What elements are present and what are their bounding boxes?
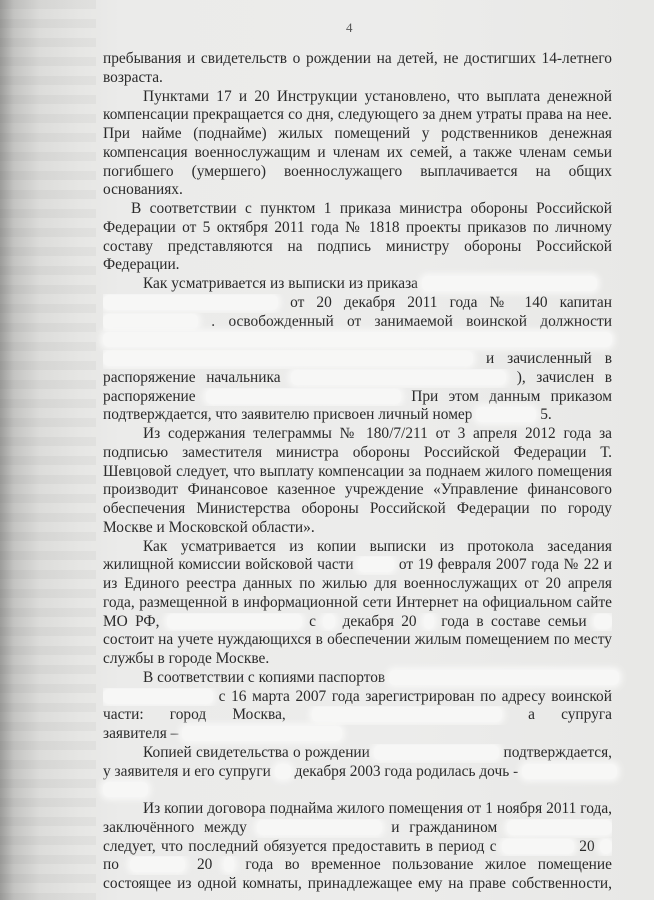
- line-text: возраста.: [103, 68, 163, 86]
- text-line: [103, 69, 612, 88]
- text-line: [103, 125, 612, 144]
- text-line: [103, 800, 612, 819]
- line-text: года, размещенной в информационной сети Интернет на официальном сайте: [103, 593, 612, 611]
- line-text: распоряжение: [103, 387, 196, 405]
- text-line: [103, 275, 612, 294]
- text-line: [103, 781, 612, 800]
- text-line: [103, 669, 612, 688]
- line-text: 20: [579, 837, 595, 855]
- line-text: по: [103, 856, 119, 874]
- line-text: состоящее из одной комнаты, принадлежащее ему на праве собственности,: [103, 875, 612, 892]
- redaction-block: [103, 314, 198, 329]
- line-text: Шевцовой следует, что выплату компенсации за поднаем жилого помещения: [103, 462, 612, 480]
- line-text: Федерации от 5 октября 2011 года № 1818 проекты приказов по личному: [103, 218, 612, 236]
- line-text: подтверждается, что заявителю присвоен личный номер: [103, 406, 473, 424]
- text-line: [103, 88, 612, 107]
- line-text: 20: [196, 856, 213, 874]
- text-line: [103, 144, 612, 163]
- line-text: обеспечения Министерства обороны Российской Федерации по городу: [103, 500, 612, 517]
- text-line: [103, 594, 612, 613]
- text-line: [103, 613, 612, 632]
- line-text: При этом данным приказом: [411, 387, 612, 405]
- line-text: Как усматривается из копии выписки из протокола заседания: [143, 537, 612, 555]
- text-line: [103, 163, 612, 182]
- line-text: подписью заместителя министра обороны Российской Федерации Т.: [103, 443, 612, 461]
- line-text: В соответствии с пунктом 1 приказа министра обороны Российской: [131, 200, 612, 217]
- text-line: [103, 556, 612, 575]
- redaction-block: [312, 707, 502, 722]
- text-line: [103, 106, 612, 125]
- text-line: [103, 238, 612, 257]
- redaction-block: [103, 782, 148, 797]
- line-text: Пунктами 17 и 20 Инструкции установлено, что выплата денежной: [143, 87, 612, 105]
- line-text: распоряжение начальника: [103, 368, 281, 386]
- line-text: компенсация военнослужащим и членам их семей, а также членам семьи: [103, 143, 612, 161]
- line-text: . освобожденный от занимаемой воинской должности: [211, 312, 612, 330]
- text-line: [103, 481, 612, 500]
- text-line: [103, 744, 612, 763]
- redaction-block: [600, 839, 612, 854]
- line-text: части: город Москва,: [103, 706, 286, 724]
- text-line: [103, 331, 612, 350]
- line-text: от 19 февраля 2007 года № 22 и: [398, 556, 612, 574]
- line-text: Копией свидетельства о рождении: [143, 743, 370, 761]
- line-text: а супруга: [528, 706, 612, 724]
- line-text: службы в городе Москве.: [103, 650, 270, 667]
- redaction-block: [323, 614, 335, 629]
- text-line: [103, 500, 612, 519]
- redaction-block: [103, 351, 473, 366]
- line-text: с: [309, 612, 316, 630]
- line-text: у заявителя и его супруги: [103, 762, 271, 780]
- line-text: Из содержания телеграммы № 180/7/211 от 3 апреля 2012 года за: [143, 425, 612, 442]
- redaction-block: [358, 557, 394, 572]
- text-line: [103, 294, 612, 313]
- line-text: При найме (поднайме) жилых помещений у родственников денежная: [103, 125, 612, 142]
- redaction-block: [103, 295, 278, 310]
- line-text: В соответствии с копиями паспортов: [143, 668, 386, 686]
- redaction-block: [507, 820, 612, 835]
- text-line: [103, 519, 612, 538]
- line-text: пребывания и свидетельств о рождении на детей, не достигших 14-летнего: [103, 50, 612, 67]
- line-text: года в составе семьи: [441, 612, 587, 630]
- line-text: следует, что последний обязуется предоставить в период с: [103, 837, 497, 855]
- redaction-block: [522, 764, 617, 779]
- line-text: жилищной комиссии войсковой части: [103, 556, 354, 574]
- text-line: [103, 819, 612, 838]
- text-line: [103, 463, 612, 482]
- text-line: [103, 538, 612, 557]
- line-text: основаниях.: [103, 181, 183, 199]
- line-text: декабря 2003 года родилась дочь -: [294, 762, 519, 780]
- text-line: [103, 406, 612, 425]
- redaction-block: [594, 614, 612, 629]
- line-text: из Единого реестра данных по жилью для военнослужащих от 20 апреля: [103, 575, 612, 592]
- line-text: составу представляются на подпись министру обороны Российской: [103, 237, 612, 255]
- text-line: [103, 575, 612, 594]
- redaction-block: [182, 726, 342, 741]
- text-line: [103, 256, 612, 275]
- redaction-block: [374, 745, 499, 760]
- line-text: ), зачислен в: [516, 368, 612, 386]
- line-text: Москве и Московской области».: [103, 518, 315, 536]
- redaction-block: [257, 820, 382, 835]
- line-text: состоит на учете нуждающихся в обеспечении жилым помещением по месту: [103, 631, 612, 649]
- text-line: [103, 369, 612, 388]
- redaction-block: [502, 839, 574, 854]
- line-text: подтверждается,: [503, 743, 612, 761]
- line-text: с 16 марта 2007 года зарегистрирован по адресу воинской: [218, 687, 612, 705]
- redaction-block: [167, 614, 302, 629]
- text-line: [103, 219, 612, 238]
- line-text: заключённого между: [103, 818, 247, 836]
- redaction-block: [275, 764, 291, 779]
- line-text: 5.: [540, 406, 552, 424]
- line-text: и гражданином: [391, 818, 498, 836]
- text-line: [103, 388, 612, 407]
- line-text: МО РФ,: [103, 612, 160, 630]
- text-line: [103, 763, 612, 782]
- line-text: года во временное пользование жилое помещение: [245, 856, 612, 874]
- line-text: заявителя –: [103, 725, 179, 742]
- text-line: [103, 631, 612, 650]
- line-text: Федерации.: [103, 256, 180, 274]
- text-line: [103, 838, 612, 857]
- text-line: [103, 725, 612, 744]
- text-line: [103, 200, 612, 219]
- redaction-block: [291, 370, 506, 385]
- redaction-block: [424, 614, 434, 629]
- text-line: [103, 650, 612, 669]
- text-line: [103, 688, 612, 707]
- page-number: 4: [346, 20, 353, 35]
- redaction-block: [476, 407, 536, 422]
- text-line: [103, 706, 612, 725]
- redaction-block: [206, 389, 401, 404]
- line-text: Как усматривается из выписки из приказа: [143, 275, 419, 292]
- line-text: производит Финансовое казенное учреждение «Управление финансового: [103, 481, 612, 499]
- redaction-block: [103, 332, 612, 347]
- line-text: компенсации прекращается со дня, следующего за днем утраты права на нее.: [103, 106, 612, 124]
- redaction-block: [130, 857, 185, 872]
- redaction-block: [422, 276, 597, 291]
- text-line: [103, 425, 612, 444]
- document-body: [103, 50, 612, 894]
- text-line: [103, 313, 612, 332]
- text-line: [103, 875, 612, 894]
- line-text: и зачисленный в: [485, 350, 612, 367]
- line-text: погибшего (умершего) военнослужащего выплачивается на общих: [103, 162, 612, 180]
- redaction-block: [224, 857, 234, 872]
- text-line: [103, 350, 612, 369]
- line-text: Из копии договора поднайма жилого помещения от 1 ноября 2011 года,: [143, 800, 612, 817]
- text-line: [103, 444, 612, 463]
- text-line: [103, 50, 612, 69]
- scan-binding-edge: [0, 0, 96, 900]
- line-text: от 20 декабря 2011 года № 140 капитан: [290, 293, 612, 311]
- redaction-block: [103, 689, 213, 704]
- line-text: декабря 20: [342, 612, 417, 630]
- redaction-block: [389, 670, 619, 685]
- text-line: [103, 181, 612, 200]
- text-line: [103, 856, 612, 875]
